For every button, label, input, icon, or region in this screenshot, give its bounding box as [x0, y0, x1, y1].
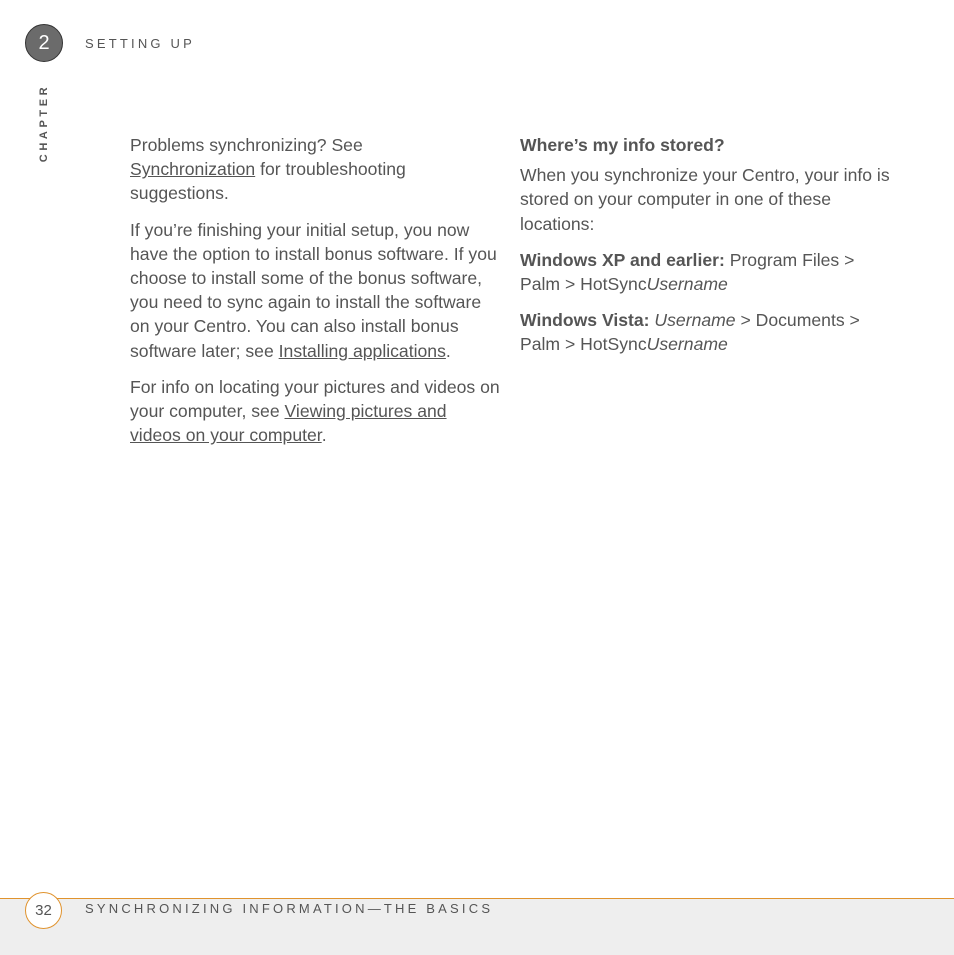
installing-applications-link[interactable]: Installing applications	[278, 340, 446, 361]
pictures-info-end: .	[321, 425, 327, 446]
sync-problems-suffix: for troubleshooting suggestions.	[130, 159, 406, 204]
windows-vista-location	[520, 308, 892, 356]
windows-vista-path: > Documents > Palm > HotSync	[520, 310, 860, 355]
bonus-software-text: If you’re finishing your initial setup, you now have the option to install bonus software. If you choose to install some of the bonus software, you need to sync again to install the software on your Centro. You can also install bonus software later; see	[130, 219, 497, 361]
right-column	[520, 133, 892, 369]
pictures-info-text: For info on locating your pictures and videos on your computer, see	[130, 376, 500, 422]
windows-xp-path: Program Files > Palm > HotSync	[520, 249, 855, 295]
sync-problems-text: Problems synchronizing? See	[130, 135, 363, 155]
synchronization-link[interactable]: Synchronization	[130, 159, 256, 180]
windows-xp-location	[520, 248, 892, 296]
viewing-pictures-link[interactable]: Viewing pictures and videos on your computer	[130, 401, 447, 446]
info-stored-intro: When you synchronize your Centro, your info is stored on your computer in one of these locations:	[520, 165, 890, 234]
windows-vista-username: Username	[654, 310, 736, 331]
chapter-number-badge: 2	[25, 24, 63, 62]
pictures-info-paragraph	[130, 375, 500, 448]
chapter-label: CHAPTER	[38, 83, 50, 163]
footer-title: SYNCHRONIZING INFORMATION—THE BASICS	[85, 901, 494, 916]
windows-xp-label: Windows XP and earlier:	[520, 249, 725, 270]
page-number-badge: 32	[25, 892, 62, 929]
section-title: SETTING UP	[85, 36, 196, 51]
windows-vista-username-end: Username	[646, 334, 728, 355]
windows-vista-label: Windows Vista:	[520, 310, 650, 331]
windows-xp-username: Username	[646, 274, 728, 295]
left-column	[130, 133, 500, 459]
bonus-software-paragraph	[130, 218, 500, 363]
info-stored-heading: Where’s my info stored?	[520, 135, 725, 155]
sync-problems-paragraph	[130, 133, 500, 206]
bonus-software-end: .	[445, 340, 451, 361]
